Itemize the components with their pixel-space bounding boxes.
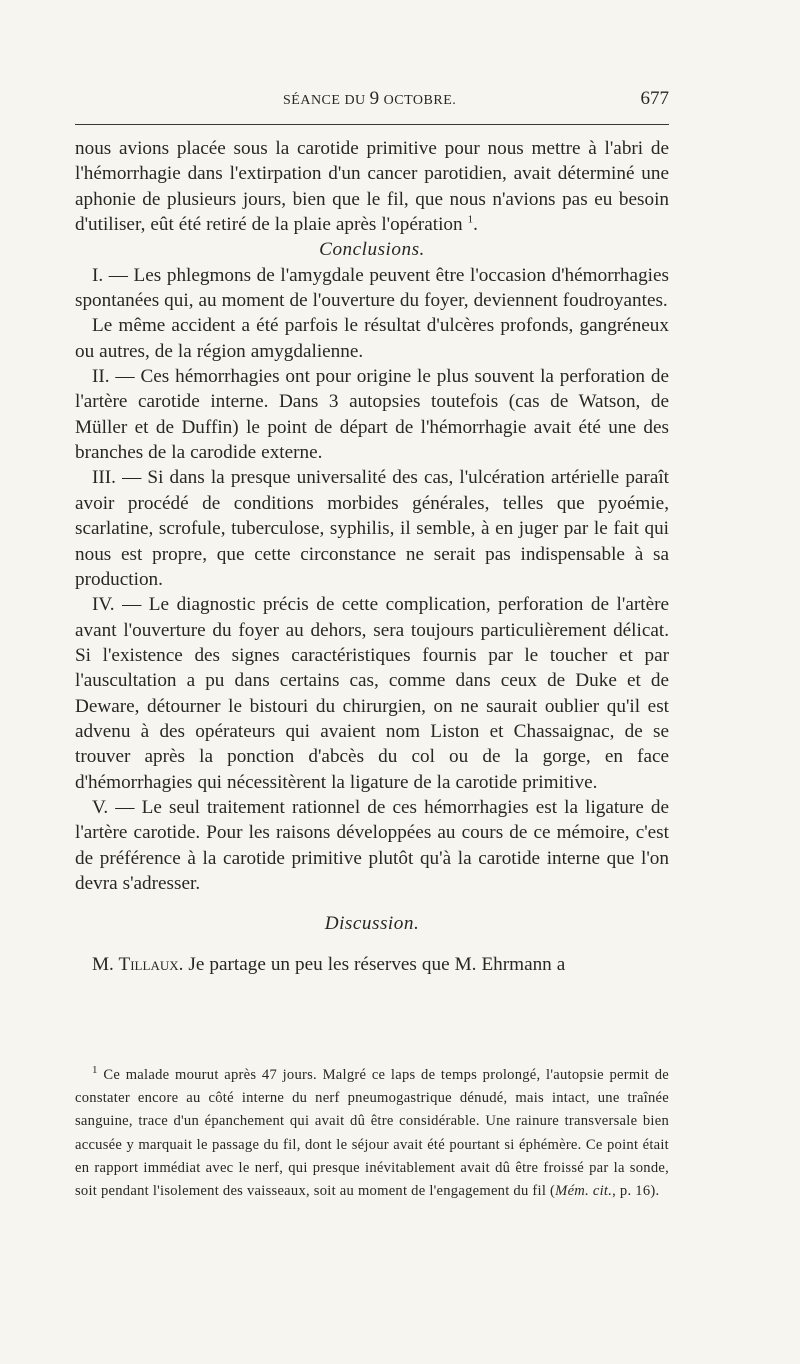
- running-title-left: SÉANCE DU: [283, 93, 366, 108]
- footnote-body: Ce malade mourut après 47 jours. Malgré ce laps de temps prolongé, l'autopsie permit de constater encore au côté interne du nerf pneumogastrique dénudé, mais intact, une traînée sanguine, trace d'un épanchement qui avait dû être considérable. Une rainure transversale bien accusée y marquait le passage du fil, dont le séjour avait été pourtant si éphémère. Ce point était en rapport immédiat avec le nerf, qui presque inévitablement avait dû être froissé par la sonde, soit pendant l'isolement des vaisseaux, soit au moment de l'engagement du fil (: [75, 1067, 669, 1200]
- conclusion-2: II. — Ces hémorrhagies ont pour origine le plus souvent la perforation de l'artère carotide interne. Dans 3 autopsies toutefois (cas de Watson, de Müller et de Duffin) le point de départ de l'hémorrhagie avait été une des branches de la carodide externe.: [75, 366, 669, 464]
- speaker-name: M. Tillaux.: [92, 953, 184, 975]
- header-rule: [75, 124, 669, 125]
- page-number: 677: [640, 88, 669, 109]
- main-text: [75, 136, 669, 977]
- running-title-number: 9: [369, 88, 380, 109]
- footnote: [75, 1064, 669, 1203]
- paragraph-continuation: [75, 136, 669, 237]
- running-title-right: OCTOBRE.: [383, 93, 457, 108]
- footnote-text: [75, 1064, 669, 1203]
- running-head: [75, 88, 669, 110]
- conclusion-4: IV. — Le diagnostic précis de cette complication, perforation de l'artère avant l'ouverture du foyer au dehors, sera toujours particulièrement délicat. Si l'existence des signes caractéristiques fournis par le toucher et par l'auscultation a pu dans certains cas, comme dans ceux de Duke et de Deware, détourner le bistouri du chirurgien, on ne saurait oublier qu'il est advenu à des opérateurs qui avaient nom Liston et Chassaignac, de se trouver après la ponction d'abcès du col ou de la gorge, en face d'hémorrhagies qui nécessitèrent la ligature de la carotide primitive.: [75, 594, 669, 793]
- conclusion-1: I. — Les phlegmons de l'amygdale peuvent être l'occasion d'hémorrhagies spontanées qui, au moment de l'ouverture du foyer, deviennent foudroyantes.: [75, 264, 669, 312]
- discussion-paragraph: [75, 952, 669, 977]
- footnote-reference[interactable]: 1: [467, 213, 474, 226]
- footnote-citation: Mém. cit.: [555, 1183, 613, 1200]
- running-title: [283, 88, 456, 110]
- footnote-marker: 1: [92, 1064, 98, 1077]
- conclusion-1-addendum: Le même accident a été parfois le résultat d'ulcères profonds, gangréneux ou autres, de la région amygdalienne.: [75, 315, 669, 362]
- speech-text: Je partage un peu les réserves que M. Ehrmann a: [188, 953, 566, 975]
- conclusion-3: III. — Si dans la presque universalité des cas, l'ulcération artérielle paraît avoir procédé de conditions morbides générales, telles que pyoémie, scarlatine, scrofule, tuberculose, syphilis, il semble, à en juger par le fait qui nous est propre, que cette circonstance ne serait pas indispensable à sa production.: [75, 467, 669, 590]
- conclusion-5: V. — Le seul traitement rationnel de ces hémorrhagies est la ligature de l'artère carotide. Pour les raisons développées au cours de ce mémoire, c'est de préférence à la carotide primitive plutôt qu'à la carotide interne que l'on devra s'adresser.: [75, 796, 669, 894]
- footnote-body-end: , p. 16).: [612, 1183, 660, 1200]
- discussion-heading: Discussion.: [324, 913, 420, 935]
- conclusions-heading: Conclusions.: [319, 239, 425, 261]
- paragraph-continuation-text: nous avions placée sous la carotide primitive pour nous mettre à l'abri de l'hémorrhagie dans l'extirpation d'un cancer parotidien, avait déterminé une aphonie de plusieurs jours, bien que le fil, que nous n'avions pas eu besoin d'utiliser, eût été retiré de la plaie après l'opération: [75, 138, 669, 236]
- paragraph-end: .: [473, 214, 478, 236]
